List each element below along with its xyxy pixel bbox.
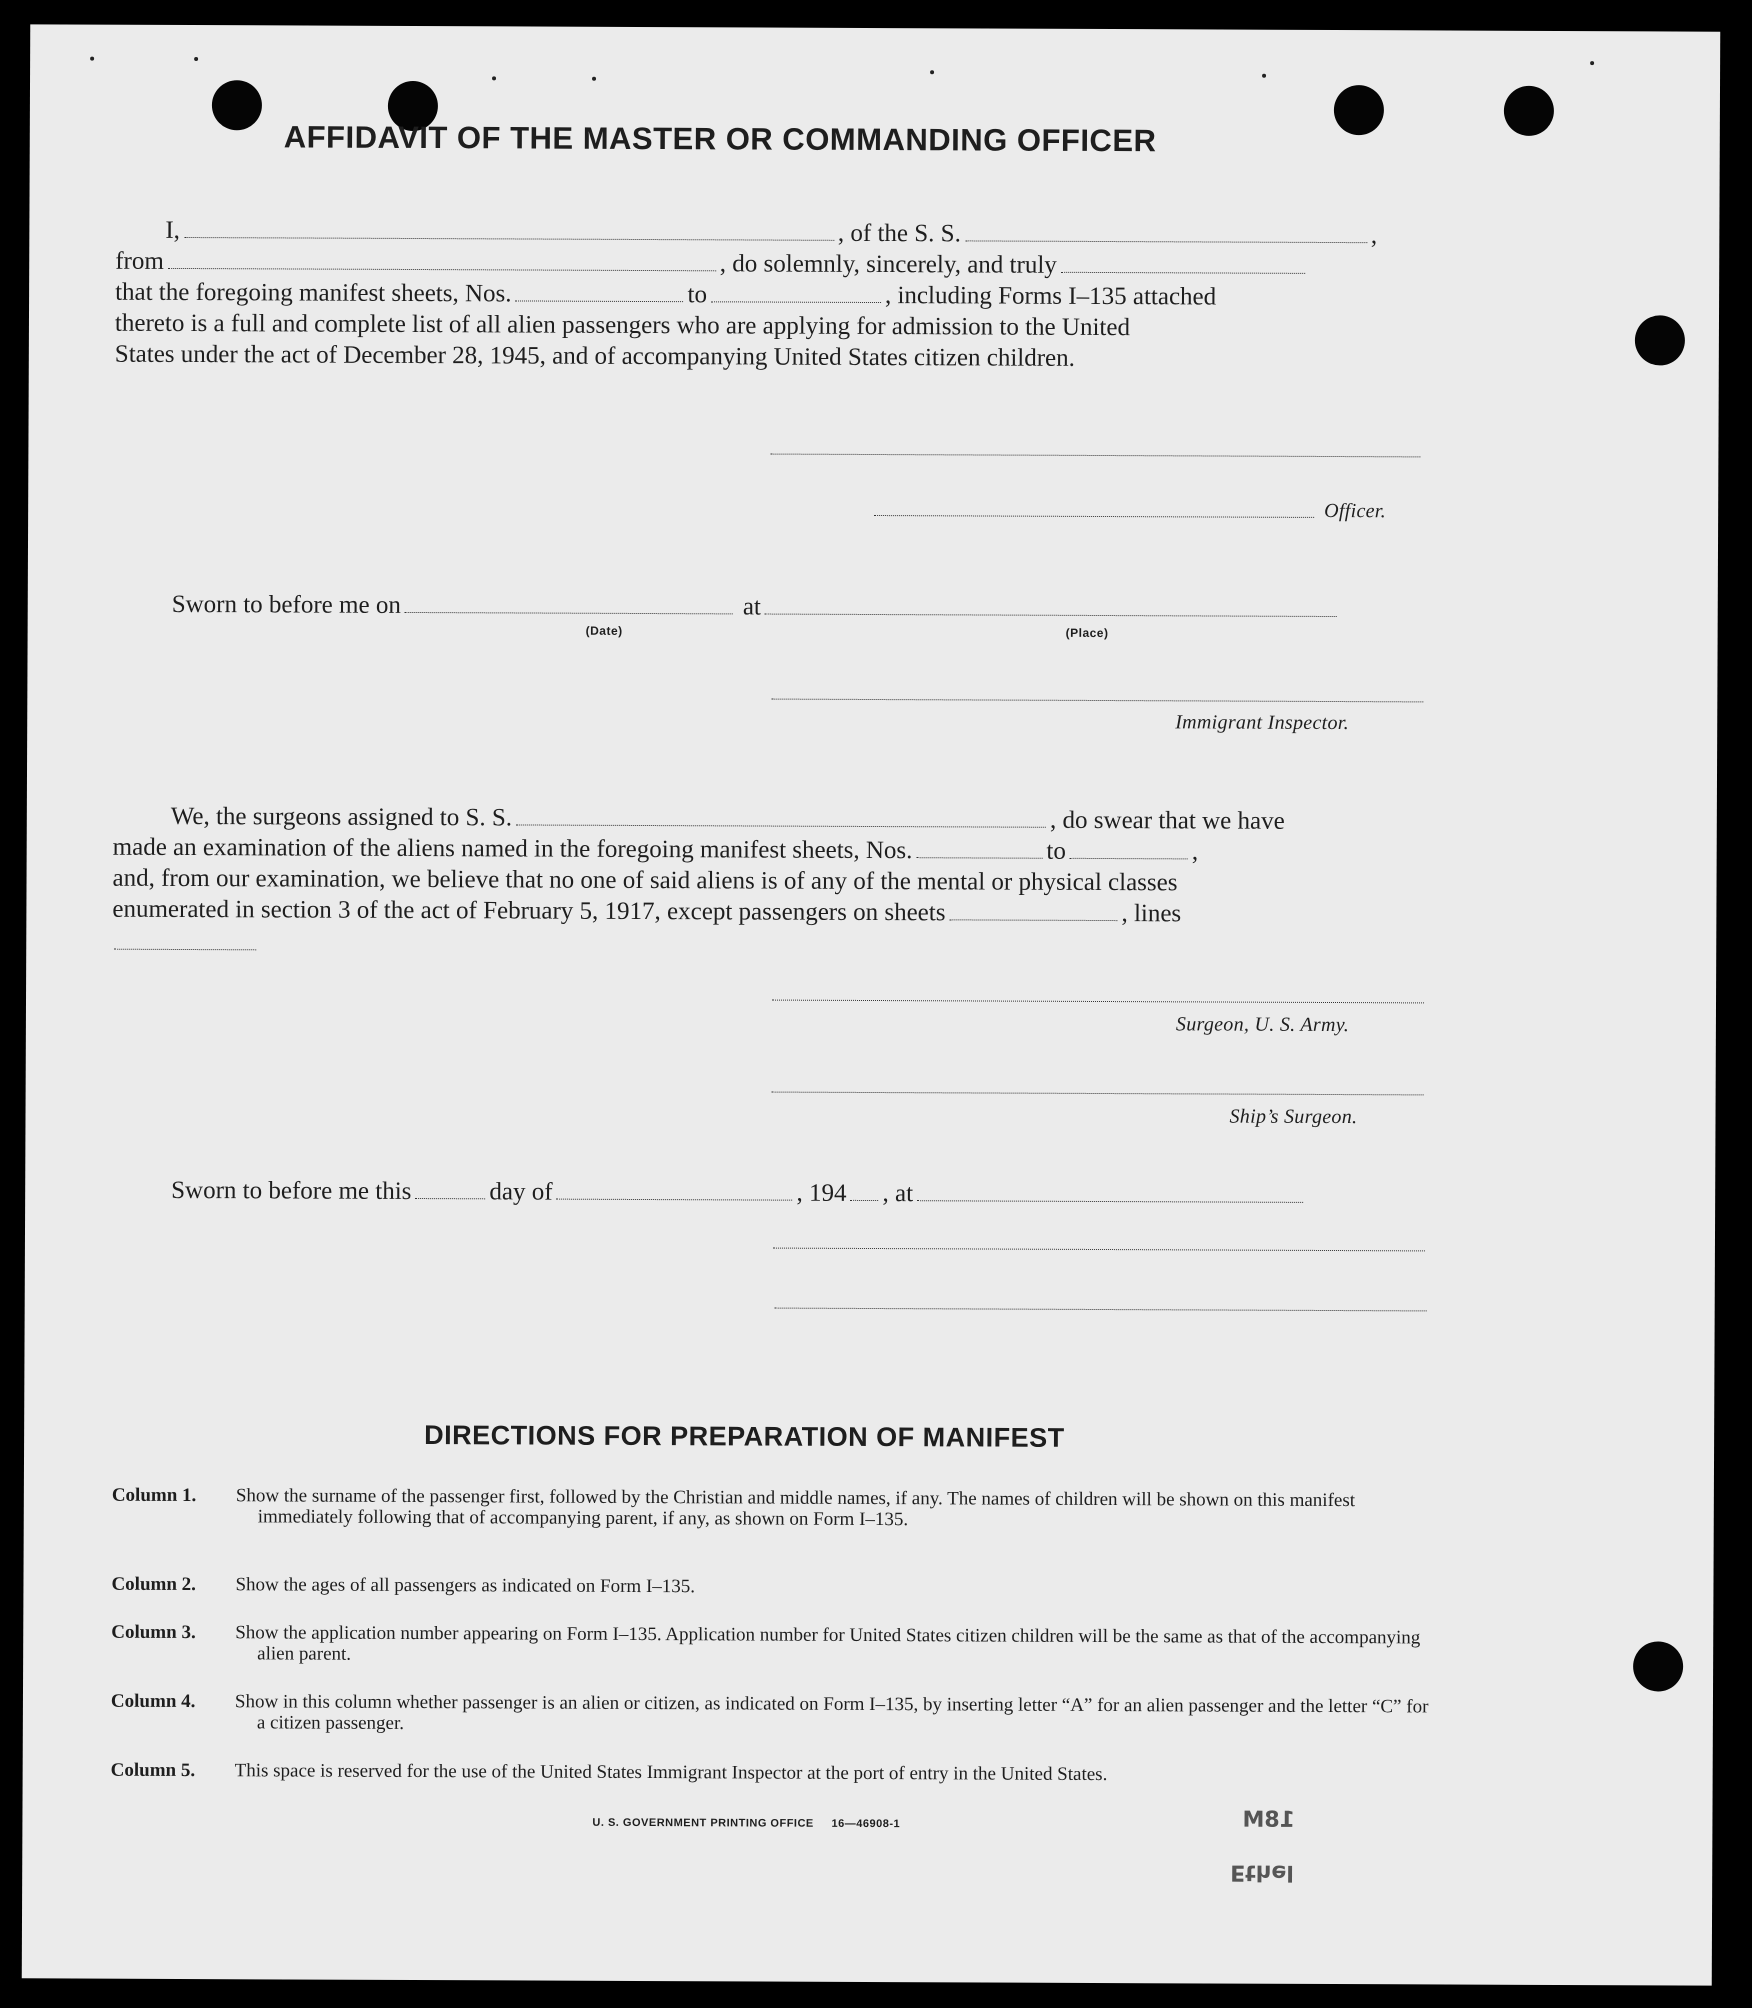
except-lines-blank[interactable]	[114, 949, 256, 951]
speck	[1590, 61, 1594, 65]
officer-name-blank[interactable]	[184, 231, 834, 241]
page-title: AFFIDAVIT OF THE MASTER OR COMMANDING OFFICER	[283, 119, 1157, 159]
port-from-blank[interactable]	[168, 262, 716, 271]
speck	[90, 57, 94, 61]
army-surgeon-caption: Surgeon, U. S. Army.	[1175, 1013, 1350, 1037]
speck	[592, 77, 596, 81]
surgeons-line-1: We, the surgeons assigned to S. S. , do swear that we have	[170, 802, 1285, 835]
speck	[1262, 74, 1266, 78]
ship-surgeon-signature-line[interactable]	[772, 1092, 1424, 1096]
signature-line-a[interactable]	[773, 1248, 1425, 1252]
directions-title: DIRECTIONS FOR PREPARATION OF MANIFEST	[424, 1420, 1065, 1453]
surgeons-line-4: enumerated in section 3 of the act of February 5, 1917, except passengers on sheets , lines	[112, 895, 1182, 928]
column-2-text: Show the ages of all passengers as indicated on Form I–135.	[235, 1574, 696, 1598]
signature-line-b[interactable]	[775, 1308, 1427, 1312]
surgeons-line-2: made an examination of the aliens named in the foregoing manifest sheets, Nos. to ,	[112, 833, 1199, 866]
army-surgeon-signature-line[interactable]	[772, 1000, 1424, 1004]
surgeons-sheets-from-blank[interactable]	[916, 851, 1042, 859]
officer-caption: Officer.	[1324, 499, 1387, 523]
sworn-place-blank[interactable]	[765, 608, 1337, 617]
speck	[194, 57, 198, 61]
inspector-caption: Immigrant Inspector.	[1175, 711, 1350, 735]
surgeons-ship-blank[interactable]	[516, 818, 1046, 827]
printing-office-footer: U. S. GOVERNMENT PRINTING OFFICE 16—46908-1	[592, 1816, 901, 1831]
reversed-stamp-count: 18M	[1242, 1807, 1296, 1833]
column-2-label: Column 2.	[111, 1573, 196, 1596]
punch-hole	[1635, 315, 1685, 365]
punch-hole	[1504, 86, 1554, 136]
punch-hole	[1633, 1641, 1683, 1691]
column-4-text: Show in this column whether passenger is an alien or citizen, as indicated on Form I–135, by inserting letter “A” for an alien passenger and the letter “C” for a citizen passenger.	[234, 1691, 1429, 1734]
speck	[930, 70, 934, 74]
surgeons-sheets-to-blank[interactable]	[1070, 852, 1188, 860]
affidavit-line-4: thereto is a full and complete list of all alien passengers who are applying for admission to the United	[114, 309, 1131, 342]
column-5-text: This space is reserved for the use of the United States Immigrant Inspector at the port of entry in the United States.	[234, 1760, 1108, 1786]
column-3-label: Column 3.	[111, 1621, 196, 1644]
reversed-stamp-name: Ethel	[1230, 1859, 1294, 1885]
sworn-month-blank[interactable]	[557, 1193, 793, 1201]
column-1-label: Column 1.	[111, 1484, 197, 1507]
sworn-at-blank[interactable]	[917, 1194, 1303, 1203]
except-sheets-blank[interactable]	[949, 913, 1117, 921]
sworn-this-line: Sworn to before me this day of , 194 , at	[171, 1175, 1307, 1211]
affidavit-line-1: I, , of the S. S. ,	[165, 216, 1378, 250]
oath-blank[interactable]	[1061, 266, 1305, 274]
document-page	[22, 24, 1721, 1985]
inspector-signature-line[interactable]	[771, 699, 1423, 703]
affidavit-line-2: from , do solemnly, sincerely, and truly	[115, 246, 1309, 282]
speck	[492, 76, 496, 80]
column-5-label: Column 5.	[110, 1759, 196, 1782]
punch-hole	[212, 80, 262, 130]
column-4-label: Column 4.	[110, 1690, 196, 1713]
place-caption: (Place)	[1065, 625, 1109, 641]
officer-title-line[interactable]	[874, 515, 1314, 518]
sheets-to-blank[interactable]	[711, 295, 881, 303]
column-3-text: Show the application number appearing on Form I–135. Application number for United States citizen children will be the same as that of the accompanying alien parent.	[235, 1622, 1421, 1665]
sworn-year-blank[interactable]	[851, 1194, 879, 1201]
punch-hole	[1334, 85, 1384, 135]
ship-name-blank[interactable]	[965, 234, 1367, 243]
ship-surgeon-caption: Ship’s Surgeon.	[1229, 1105, 1358, 1129]
sworn-on-line: Sworn to before me on at	[172, 589, 1341, 625]
affidavit-line-3: that the foregoing manifest sheets, Nos. to , including Forms I–135 attached	[115, 278, 1217, 311]
affidavit-line-5: States under the act of December 28, 1945, and of accompanying United States citizen children.	[114, 340, 1075, 372]
sheets-from-blank[interactable]	[516, 294, 684, 302]
sworn-day-blank[interactable]	[415, 1192, 485, 1199]
column-1-text: Show the surname of the passenger first, followed by the Christian and middle names, if any. The names of children will be shown on this manifest immediately following that of accompanying parent, if any, as shown on Form I–135.	[235, 1485, 1356, 1531]
officer-signature-line[interactable]	[770, 454, 1420, 458]
surgeons-line-3: and, from our examination, we believe that no one of said aliens is of any of the mental or physical classes	[112, 864, 1178, 897]
date-caption: (Date)	[585, 623, 623, 638]
sworn-date-blank[interactable]	[405, 606, 733, 614]
